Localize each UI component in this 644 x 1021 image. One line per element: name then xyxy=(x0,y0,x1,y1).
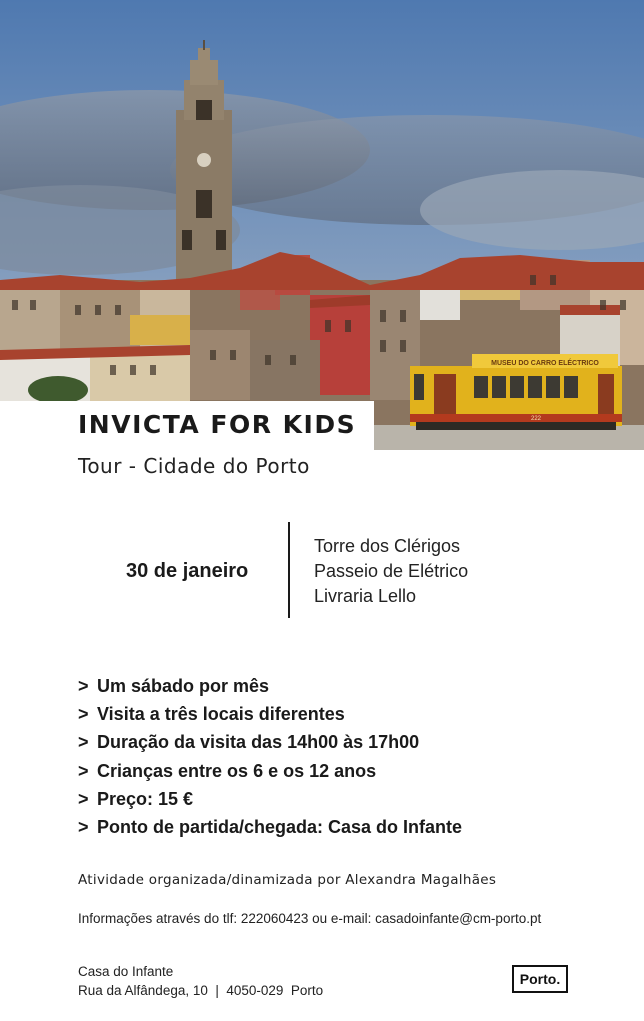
bullet-marker: > xyxy=(78,788,89,809)
detail-text: Um sábado por mês xyxy=(97,676,270,696)
details-list xyxy=(78,672,462,841)
detail-item xyxy=(78,785,462,813)
bullet-marker: > xyxy=(78,817,89,838)
organizer-text: Atividade organizada/dinamizada por Alexandra Magalhães xyxy=(78,872,497,888)
bullet-marker: > xyxy=(78,760,89,781)
address-line-2: Rua da Alfândega, 10 | 4050-029 Porto xyxy=(78,983,324,998)
locations-list xyxy=(314,534,468,609)
detail-text: Crianças entre os 6 e os 12 anos xyxy=(97,760,377,781)
detail-item xyxy=(78,757,462,785)
location-item: Torre dos Clérigos xyxy=(314,536,461,556)
detail-text: Duração da visita das 14h00 às 17h00 xyxy=(97,732,420,753)
address-line-1: Casa do Infante xyxy=(78,964,174,979)
event-date: 30 de janeiro xyxy=(126,560,249,582)
detail-item xyxy=(78,672,462,700)
contact-info: Informações através do tlf: 222060423 ou e-mail: casadoinfante@cm-porto.pt xyxy=(78,911,542,926)
bullet-marker: > xyxy=(78,676,89,696)
header-photo xyxy=(0,0,644,450)
detail-text: Visita a três locais diferentes xyxy=(97,704,345,725)
bullet-marker: > xyxy=(78,704,89,725)
porto-logo: Porto. xyxy=(512,965,568,993)
detail-item xyxy=(78,700,462,728)
location-item: Passeio de Elétrico xyxy=(314,561,469,581)
location-item: Livraria Lello xyxy=(314,586,417,606)
detail-text: Preço: 15 € xyxy=(97,788,194,809)
tram-sign: MUSEU DO CARRO ELÉCTRICO xyxy=(491,360,599,367)
poster-subtitle: Tour - Cidade do Porto xyxy=(78,454,310,478)
poster-title: INVICTA FOR KIDS xyxy=(78,410,357,439)
detail-item xyxy=(78,728,462,756)
bullet-marker: > xyxy=(78,732,89,753)
tram-number: 222 xyxy=(530,416,542,422)
address-block xyxy=(78,962,323,1000)
divider-line xyxy=(288,522,290,618)
detail-item xyxy=(78,813,462,841)
detail-text: Ponto de partida/chegada: Casa do Infante xyxy=(97,817,463,838)
